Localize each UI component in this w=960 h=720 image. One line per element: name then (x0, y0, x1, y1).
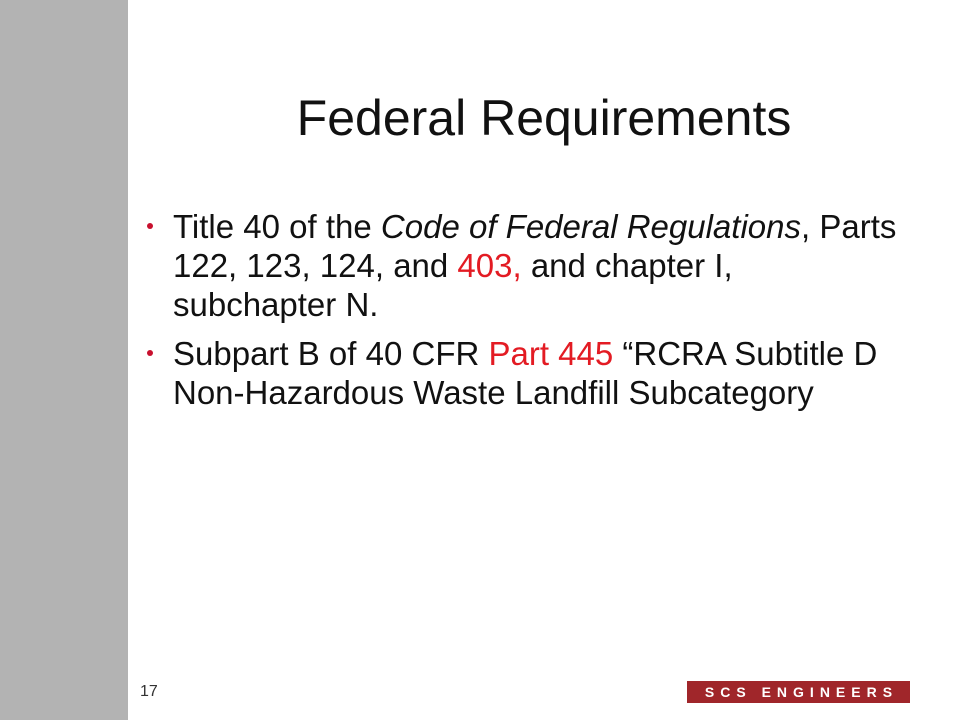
bullet-1-text-a: Title 40 of the (173, 208, 381, 245)
bullet-1-italic: Code of Federal Regulations (380, 208, 801, 245)
bullet-1-red: 403, (457, 246, 522, 284)
bullet-1-text-c: and chapter I, subchapter N. (173, 246, 733, 323)
scs-engineers-logo: SCS ENGINEERS (687, 681, 910, 703)
page-number: 17 (140, 683, 158, 700)
bullet-item-2 (145, 335, 905, 413)
bullet-list (145, 208, 905, 423)
slide-title: Federal Requirements (296, 90, 792, 146)
bullet-2-text-a: Subpart B of 40 CFR (173, 334, 489, 372)
bullet-item-1 (145, 208, 905, 325)
bullet-1-text-b: , Parts 122, 123, 124, and (173, 208, 897, 284)
bullet-icon (147, 350, 153, 356)
bullet-2-red: Part 445 (488, 334, 614, 372)
bullet-icon (147, 223, 153, 229)
side-bar (0, 0, 128, 720)
bullet-2-text-b: “RCRA Subtitle D Non-Hazardous Waste Landfill Subcategory (173, 334, 878, 411)
